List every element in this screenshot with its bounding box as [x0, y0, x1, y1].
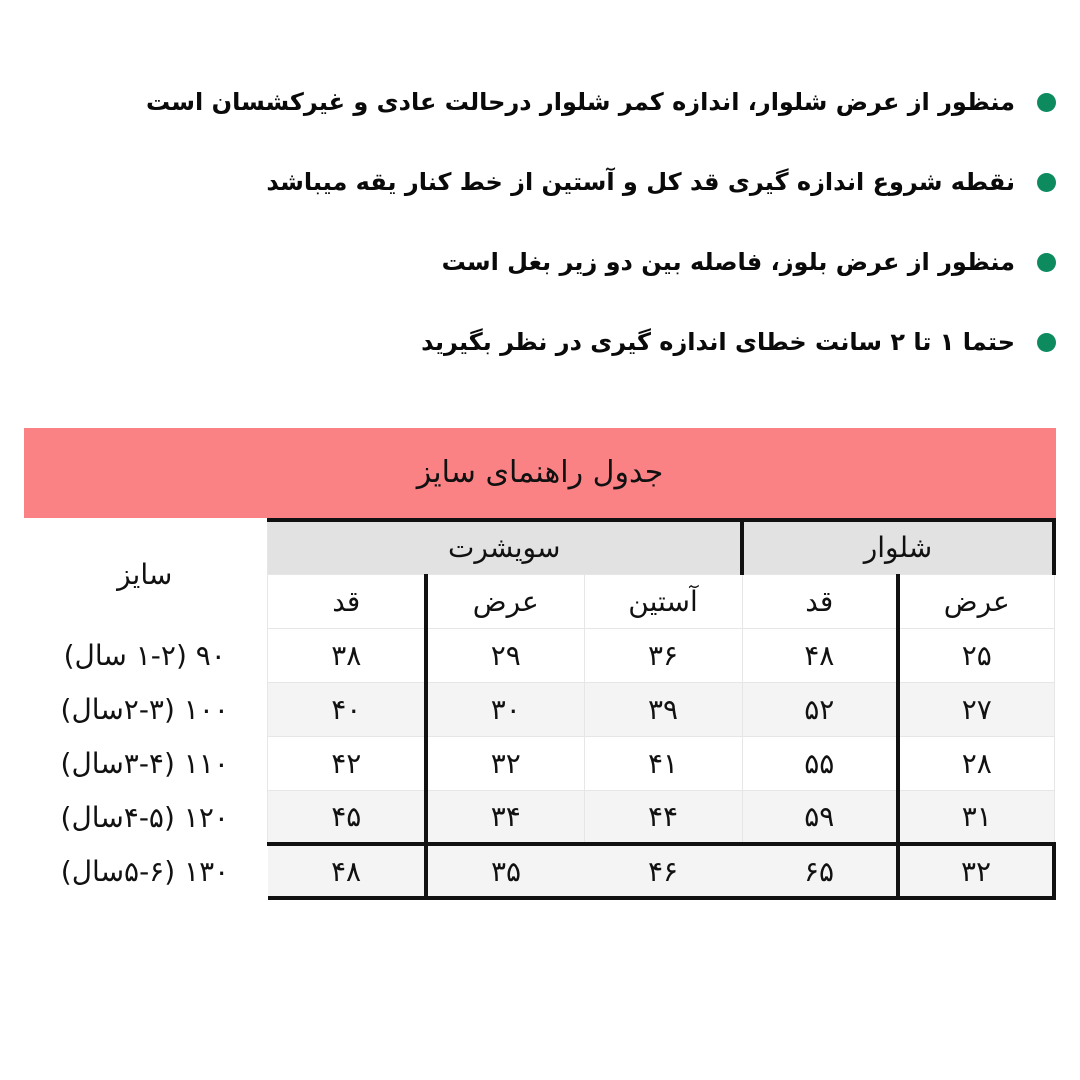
size-table [22, 518, 1056, 900]
cell-sweatshirt-length: ۴۸ [268, 844, 426, 898]
table-row [22, 628, 1054, 682]
cell-sweatshirt-length: ۳۸ [268, 628, 426, 682]
bullet-icon [1037, 93, 1056, 112]
note-item [24, 62, 1056, 142]
sub-header-pants-length: قد [742, 574, 898, 628]
cell-size: ۱۳۰ (۵-۶سال) [22, 844, 268, 898]
table-group-header-row [22, 520, 1054, 574]
note-item [24, 302, 1056, 382]
cell-sweatshirt-sleeve: ۴۱ [584, 736, 742, 790]
note-text: منظور از عرض شلوار، اندازه کمر شلوار درحالت عادی و غیرکشسان است [146, 87, 1015, 116]
cell-sweatshirt-width: ۳۰ [426, 682, 584, 736]
cell-pants-width: ۳۲ [898, 844, 1054, 898]
bullet-icon [1037, 253, 1056, 272]
cell-pants-width: ۳۱ [898, 790, 1054, 844]
cell-pants-width: ۲۵ [898, 628, 1054, 682]
table-row [22, 844, 1054, 898]
sub-header-sweatshirt-sleeve: آستین [584, 574, 742, 628]
cell-pants-length: ۶۵ [742, 844, 898, 898]
cell-pants-width: ۲۸ [898, 736, 1054, 790]
cell-sweatshirt-sleeve: ۴۶ [584, 844, 742, 898]
cell-sweatshirt-length: ۴۰ [268, 682, 426, 736]
bullet-icon [1037, 173, 1056, 192]
cell-sweatshirt-sleeve: ۳۹ [584, 682, 742, 736]
cell-pants-length: ۵۲ [742, 682, 898, 736]
size-guide-table [24, 428, 1056, 900]
measurement-notes-list [24, 62, 1056, 382]
note-text: حتما ۱ تا ۲ سانت خطای اندازه گیری در نظر بگیرید [421, 327, 1015, 356]
cell-sweatshirt-width: ۲۹ [426, 628, 584, 682]
cell-pants-width: ۲۷ [898, 682, 1054, 736]
table-row [22, 736, 1054, 790]
note-item [24, 142, 1056, 222]
sub-header-sweatshirt-width: عرض [426, 574, 584, 628]
group-header-size: سایز [22, 520, 268, 628]
cell-sweatshirt-width: ۳۲ [426, 736, 584, 790]
group-header-sweatshirt: سویشرت [268, 520, 742, 574]
sub-header-pants-width: عرض [898, 574, 1054, 628]
cell-sweatshirt-sleeve: ۳۶ [584, 628, 742, 682]
cell-sweatshirt-length: ۴۲ [268, 736, 426, 790]
table-row [22, 682, 1054, 736]
note-item [24, 222, 1056, 302]
sub-header-sweatshirt-length: قد [268, 574, 426, 628]
cell-pants-length: ۵۹ [742, 790, 898, 844]
group-header-pants: شلوار [742, 520, 1054, 574]
cell-sweatshirt-width: ۳۵ [426, 844, 584, 898]
cell-size: ۱۰۰ (۲-۳سال) [22, 682, 268, 736]
bullet-icon [1037, 333, 1056, 352]
size-table-title: جدول راهنمای سایز [24, 428, 1056, 518]
cell-size: ۱۱۰ (۳-۴سال) [22, 736, 268, 790]
cell-size: ۹۰ (۱-۲ سال) [22, 628, 268, 682]
cell-pants-length: ۵۵ [742, 736, 898, 790]
cell-sweatshirt-width: ۳۴ [426, 790, 584, 844]
note-text: نقطه شروع اندازه گیری قد کل و آستین از خط کنار یقه میباشد [266, 167, 1015, 196]
cell-sweatshirt-length: ۴۵ [268, 790, 426, 844]
cell-size: ۱۲۰ (۴-۵سال) [22, 790, 268, 844]
table-row [22, 790, 1054, 844]
cell-sweatshirt-sleeve: ۴۴ [584, 790, 742, 844]
cell-pants-length: ۴۸ [742, 628, 898, 682]
note-text: منظور از عرض بلوز، فاصله بین دو زیر بغل است [441, 247, 1015, 276]
